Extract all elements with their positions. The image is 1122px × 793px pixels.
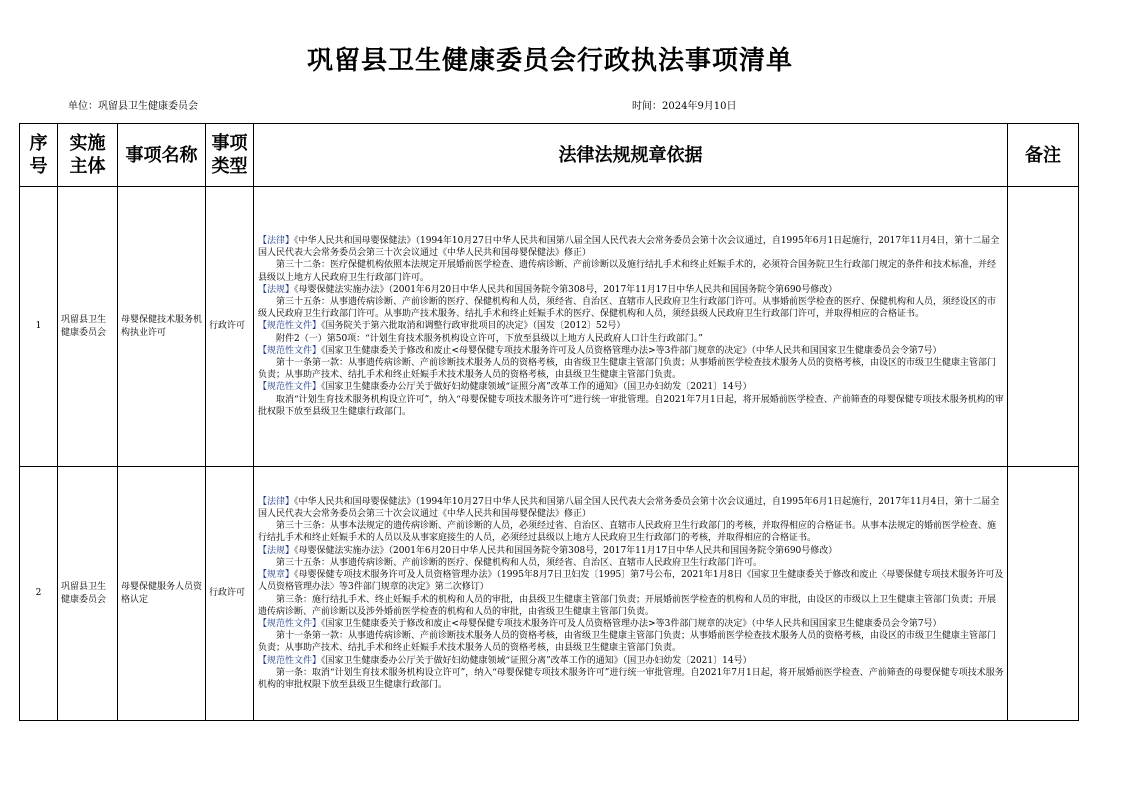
basis-paragraph bbox=[258, 496, 1004, 520]
basis-category-tag: 【法律】 bbox=[258, 235, 295, 246]
basis-category-tag: 【规范性文件】 bbox=[258, 655, 322, 666]
header-subject bbox=[58, 124, 118, 187]
cell-item-type: 行政许可 bbox=[206, 467, 254, 721]
header-legal-basis-label: 法律法规规章依据 bbox=[558, 144, 703, 166]
basis-category-tag: 【规范性文件】 bbox=[258, 345, 322, 356]
header-remark-label: 备注 bbox=[1025, 144, 1061, 166]
basis-text: 第十一条第一款：从事遗传病诊断、产前诊断技术服务人员的资格考核，由省级卫生健康主管部门负责；从事婚前医学检查技术服务人员的资格考核，由设区的市级卫生健康主管部门负责；从事助产技术、结扎手术和终止妊娠手术技术服务人员的资格考核，由县级卫生健康主管部门负责。 bbox=[258, 631, 997, 654]
basis-text: 《母婴保健法实施办法》（2001年6月20日中华人民共和国国务院令第308号，2017年11月17日中华人民共和国国务院令第690号修改） bbox=[294, 545, 838, 556]
basis-text: 取消“计划生育技术服务机构设立许可”，纳入“母婴保健专项技术服务许可”进行统一审批管理。自2021年7月1日起，将开展婚前医学检查、产前筛查的母婴保健专项技术服务机构的审批权限下放至县级卫生健康行政部门。 bbox=[258, 394, 1004, 417]
header-item-type-label: 事项 类型 bbox=[211, 133, 248, 177]
basis-text: 《国家卫生健康委关于修改和废止<母婴保健专项技术服务许可及人员资格管理办法>等3件部门规章的决定》（中华人民共和国国家卫生健康委员会令第7号） bbox=[321, 618, 942, 629]
basis-paragraph bbox=[258, 259, 1004, 283]
cell-item-name: 母婴保健技术服务机构执业许可 bbox=[118, 187, 206, 467]
table-row bbox=[20, 187, 1079, 467]
enforcement-items-table bbox=[19, 123, 1079, 721]
basis-text: 《国务院关于第六批取消和调整行政审批项目的决定》（国发〔2012〕52号） bbox=[321, 321, 626, 332]
header-item-name-label: 事项名称 bbox=[125, 144, 198, 166]
basis-text: 第三十五条：从事遗传病诊断、产前诊断的医疗、保健机构和人员，须经省、自治区、直辖市人民政府卫生行政部门许可。 bbox=[276, 557, 763, 568]
cell-legal-basis bbox=[254, 467, 1008, 721]
basis-paragraph bbox=[258, 296, 1004, 320]
basis-category-tag: 【规范性文件】 bbox=[258, 382, 322, 393]
basis-text: 附件2（一）第50项：“计划生育技术服务机构设立许可，下放至县级以上地方人民政府人口计生行政部门。” bbox=[276, 333, 703, 344]
basis-paragraph bbox=[258, 545, 1004, 557]
basis-category-tag: 【规章】 bbox=[258, 570, 295, 581]
basis-text: 第十一条第一款：从事遗传病诊断、产前诊断技术服务人员的资格考核，由省级卫生健康主管部门负责；从事婚前医学检查技术服务人员的资格考核，由设区的市级卫生健康主管部门负责；从事助产技术、结扎手术和终止妊娠手术技术服务人员的资格考核，由县级卫生健康主管部门负责。 bbox=[258, 358, 997, 381]
basis-paragraph bbox=[258, 320, 1004, 332]
basis-paragraph bbox=[258, 655, 1004, 667]
basis-text: 第三十三条：从事本法规定的遗传病诊断、产前诊断的人员，必须经过省、自治区、直辖市人民政府卫生行政部门的考核，并取得相应的合格证书。从事本法规定的婚前医学检查、施行结扎手术和终止妊娠手术的人员以及从事家庭接生的人员，必须经过县级以上地方人民政府卫生行政部门的考核，并取得相应的合格证书。 bbox=[258, 521, 997, 544]
basis-paragraph bbox=[258, 667, 1004, 691]
unit-label: 单位：巩留县卫生健康委员会 bbox=[68, 101, 198, 112]
basis-paragraph bbox=[258, 333, 1004, 345]
basis-category-tag: 【法律】 bbox=[258, 496, 295, 507]
basis-text: 《国家卫生健康委办公厅关于做好妇幼健康领域“证照分离”改革工作的通知》（国卫办妇幼发〔2021〕14号） bbox=[321, 655, 752, 666]
basis-paragraph bbox=[258, 394, 1004, 418]
basis-paragraph bbox=[258, 357, 1004, 381]
basis-category-tag: 【规范性文件】 bbox=[258, 618, 322, 629]
header-no bbox=[20, 124, 58, 187]
cell-no: 1 bbox=[20, 187, 58, 467]
header-remark bbox=[1008, 124, 1079, 187]
basis-text: 第三十五条：从事遗传病诊断、产前诊断的医疗、保健机构和人员，须经省、自治区、直辖市人民政府卫生行政部门许可。从事婚前医学检查的医疗、保健机构和人员，须经设区的市级人民政府卫生行政部门许可。从事助产技术服务、结扎手术和终止妊娠手术的医疗、保健机构和人员，须经县级人民政府卫生行政部门许可，并取得相应的合格证书。 bbox=[258, 296, 997, 320]
header-item-type bbox=[206, 124, 254, 187]
basis-paragraph bbox=[258, 520, 1004, 544]
basis-category-tag: 【法规】 bbox=[258, 545, 295, 556]
basis-text: 第三条：施行结扎手术、终止妊娠手术的机构和人员的审批，由县级卫生健康主管部门负责；开展婚前医学检查的机构和人员的审批，由设区的市级以上卫生健康主管部门负责；开展遗传病诊断、产前诊断以及涉外婚前医学检查的机构和人员的审批，由省级卫生健康主管部门负责。 bbox=[258, 594, 997, 617]
basis-text: 《中华人民共和国母婴保健法》（1994年10月27日中华人民共和国第八届全国人民代表大会常务委员会第十次会议通过，自1995年6月1日起施行，2017年11月4日，第十二届全国人民代表大会常务委员会第三十次会议通过《中华人民共和国母婴保健法》修正） bbox=[258, 496, 1000, 520]
basis-text: 《母婴保健专项技术服务许可及人员资格管理办法》（1995年8月7日卫妇发〔1995〕第7号公布，2021年1月8日《国家卫生健康委关于修改和废止〈母婴保健专项技术服务许可及人员资格管理办法〉等3件部门规章的决定》第二次修订） bbox=[258, 570, 1004, 593]
basis-paragraph bbox=[258, 345, 1004, 357]
header-no-label: 序 号 bbox=[29, 133, 48, 177]
header-legal-basis bbox=[254, 124, 1008, 187]
basis-paragraph bbox=[258, 235, 1004, 259]
basis-text: 《中华人民共和国母婴保健法》（1994年10月27日中华人民共和国第八届全国人民代表大会常务委员会第十次会议通过，自1995年6月1日起施行，2017年11月4日，第十二届全国人民代表大会常务委员会第三十次会议通过《中华人民共和国母婴保健法》修正） bbox=[258, 235, 1000, 259]
basis-text: 《母婴保健法实施办法》（2001年6月20日中华人民共和国国务院令第308号，2017年11月17日中华人民共和国国务院令第690号修改） bbox=[294, 284, 838, 295]
page-title: 巩留县卫生健康委员会行政执法事项清单 bbox=[306, 46, 793, 76]
basis-paragraph bbox=[258, 557, 1004, 569]
basis-text: 第一条：取消“计划生育技术服务机构设立许可”，纳入“母婴保健专项技术服务许可”进行统一审批管理。自2021年7月1日起，将开展婚前医学检查、产前筛查的母婴保健专项技术服务机构的审批权限下放至县级卫生健康行政部门。 bbox=[258, 667, 1004, 690]
basis-paragraph bbox=[258, 284, 1004, 296]
cell-no: 2 bbox=[20, 467, 58, 721]
basis-paragraph bbox=[258, 381, 1004, 393]
basis-category-tag: 【法规】 bbox=[258, 284, 295, 295]
basis-paragraph bbox=[258, 594, 1004, 618]
cell-legal-basis bbox=[254, 187, 1008, 467]
basis-category-tag: 【规范性文件】 bbox=[258, 321, 322, 332]
header-item-name bbox=[118, 124, 206, 187]
basis-text: 第三十二条：医疗保健机构依照本法规定开展婚前医学检查、遗传病诊断、产前诊断以及施行结扎手术和终止妊娠手术的，必须符合国务院卫生行政部门规定的条件和技术标准，并经县级以上地方人民政府卫生行政部门许可。 bbox=[258, 260, 997, 283]
basis-paragraph bbox=[258, 618, 1004, 630]
cell-remark bbox=[1008, 467, 1079, 721]
cell-item-type: 行政许可 bbox=[206, 187, 254, 467]
basis-text: 《国家卫生健康委关于修改和废止<母婴保健专项技术服务许可及人员资格管理办法>等3件部门规章的决定》（中华人民共和国国家卫生健康委员会令第7号） bbox=[321, 345, 942, 356]
cell-subject: 巩留县卫生健康委员会 bbox=[58, 467, 118, 721]
cell-item-name: 母婴保健服务人员资格认定 bbox=[118, 467, 206, 721]
table-header-row bbox=[20, 124, 1079, 187]
basis-text: 《国家卫生健康委办公厅关于做好妇幼健康领域“证照分离”改革工作的通知》（国卫办妇幼发〔2021〕14号） bbox=[321, 382, 752, 393]
basis-paragraph bbox=[258, 630, 1004, 654]
cell-subject: 巩留县卫生健康委员会 bbox=[58, 187, 118, 467]
header-subject-label: 实施 主体 bbox=[69, 133, 106, 177]
basis-paragraph bbox=[258, 569, 1004, 593]
table-row bbox=[20, 467, 1079, 721]
cell-remark bbox=[1008, 187, 1079, 467]
date-label: 时间：2024年9月10日 bbox=[632, 101, 737, 112]
